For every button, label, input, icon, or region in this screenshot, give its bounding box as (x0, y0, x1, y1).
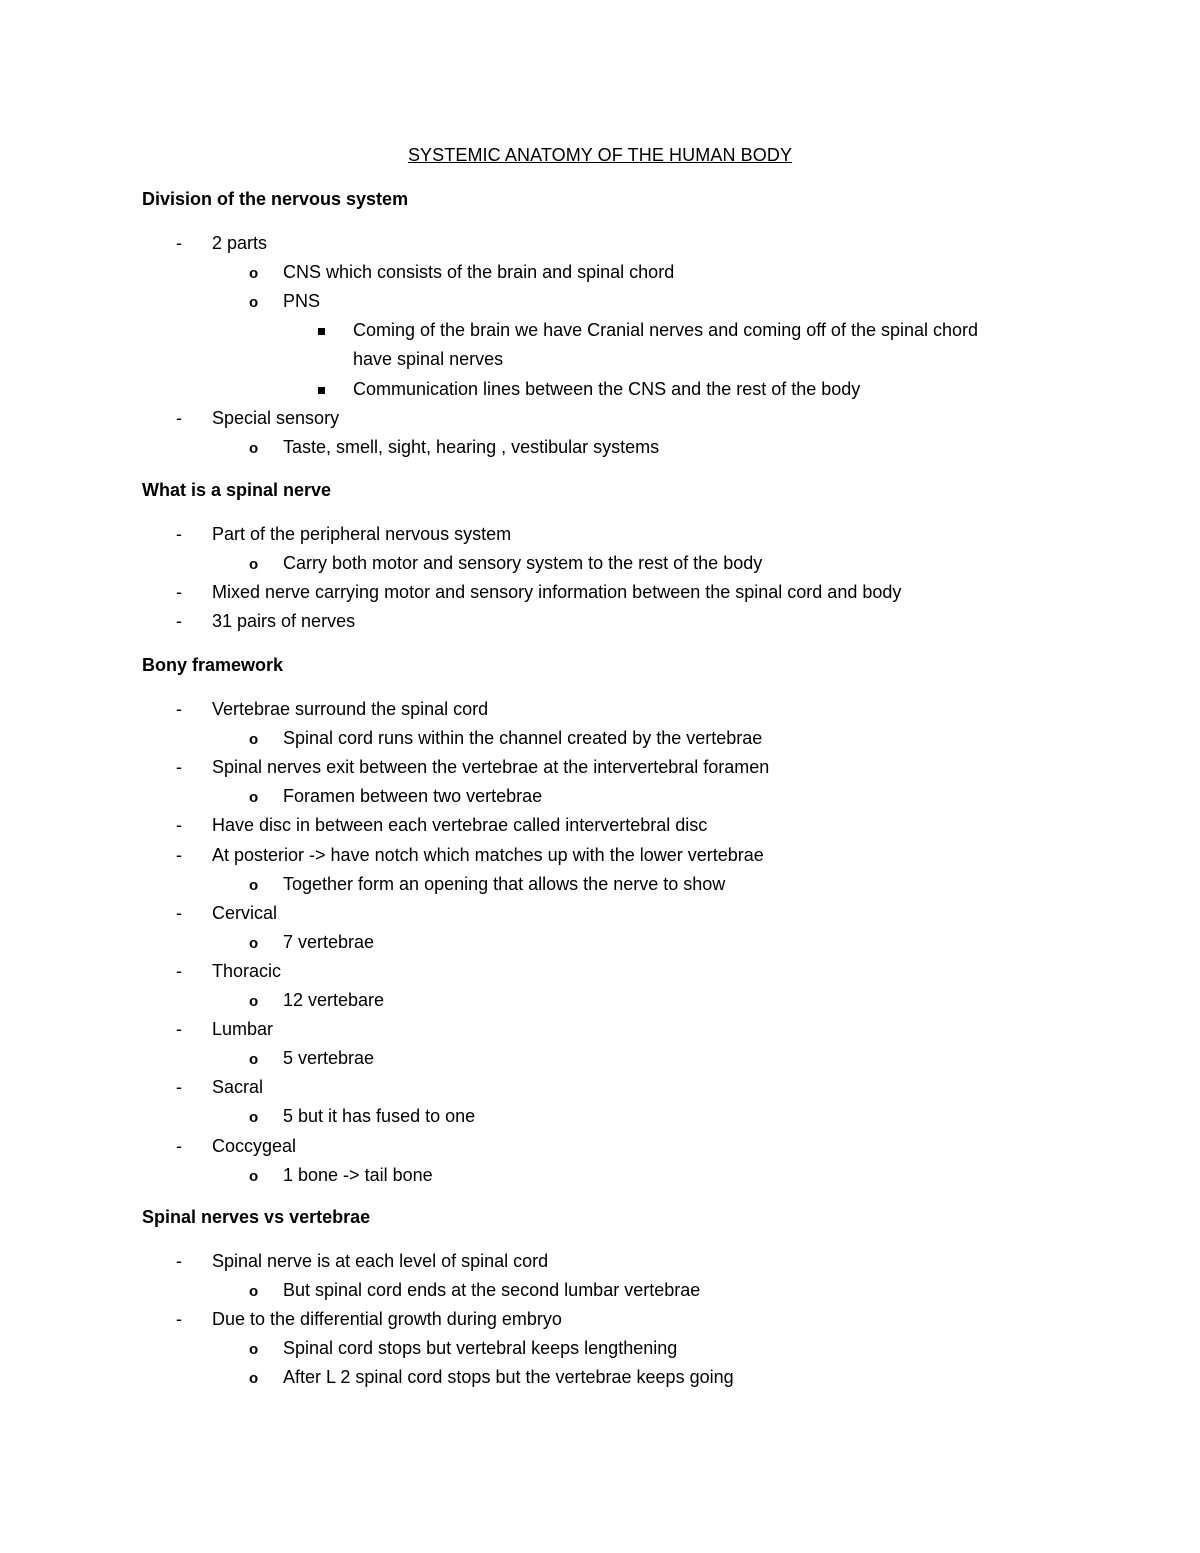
list-item: Vertebrae surround the spinal cord (212, 699, 489, 719)
circle-bullet-icon: o (249, 439, 259, 457)
list-item: Spinal nerves exit between the vertebrae at the intervertebral foramen (212, 757, 770, 778)
circle-bullet-icon: o (249, 1341, 259, 1359)
circle-bullet-icon: o (249, 556, 259, 574)
list-item: Coming of the brain we have Cranial nerves and coming off of the spinal chord (353, 320, 979, 341)
dash-bullet-icon: - (176, 960, 182, 981)
list-item: But spinal cord ends at the second lumbar vertebrae (283, 1280, 701, 1301)
list-item: Thoracic (212, 960, 282, 981)
dash-bullet-icon: - (176, 1135, 182, 1156)
dash-bullet-icon: - (176, 1019, 182, 1040)
dash-bullet-icon: - (176, 1077, 182, 1098)
list-item: At posterior -> have notch which matches up with the lower vertebrae (212, 844, 764, 865)
list-item: 1 bone -> tail bone (283, 1164, 433, 1185)
square-bullet-icon (318, 387, 325, 394)
circle-bullet-icon: o (249, 1109, 259, 1127)
dash-bullet-icon: - (176, 582, 182, 603)
dash-bullet-icon: - (176, 407, 182, 428)
list-item: Cervical (212, 902, 278, 923)
list-item: Due to the differential growth during embryo (212, 1309, 562, 1330)
list-item: Spinal nerve is at each level of spinal cord (212, 1251, 549, 1271)
list-item: Lumbar (212, 1019, 274, 1040)
circle-bullet-icon: o (249, 789, 259, 807)
list-item: Special sensory (212, 407, 340, 428)
list-item: Have disc in between each vertebrae called intervertebral disc (212, 815, 708, 836)
dash-bullet-icon: - (176, 233, 182, 253)
list-item: Spinal cord runs within the channel created by the vertebrae (283, 728, 763, 749)
list-item: Sacral (212, 1077, 264, 1098)
circle-bullet-icon: o (249, 1283, 259, 1301)
circle-bullet-icon: o (249, 1370, 259, 1388)
circle-bullet-icon: o (249, 934, 259, 952)
dash-bullet-icon: - (176, 1309, 182, 1330)
list-item: 5 but it has fused to one (283, 1106, 476, 1127)
section-heading: Bony framework (142, 655, 284, 675)
list-item: Part of the peripheral nervous system (212, 524, 512, 544)
circle-bullet-icon: o (249, 731, 259, 749)
dash-bullet-icon: - (176, 844, 182, 865)
dash-bullet-icon: - (176, 815, 182, 836)
dash-bullet-icon: - (176, 1251, 182, 1271)
section-heading: Spinal nerves vs vertebrae (142, 1207, 371, 1227)
circle-bullet-icon: o (249, 265, 259, 283)
circle-bullet-icon: o (249, 1051, 259, 1069)
list-item: Carry both motor and sensory system to the rest of the body (283, 553, 763, 574)
dash-bullet-icon: - (176, 757, 182, 778)
circle-bullet-icon: o (249, 1167, 259, 1185)
list-item: Taste, smell, sight, hearing , vestibular systems (283, 436, 660, 457)
list-item: CNS which consists of the brain and spinal chord (283, 262, 675, 283)
circle-bullet-icon: o (249, 294, 259, 312)
list-item: Foramen between two vertebrae (283, 786, 543, 807)
list-item: Mixed nerve carrying motor and sensory information between the spinal cord and body (212, 582, 902, 603)
circle-bullet-icon: o (249, 876, 259, 894)
list-item: 12 vertebare (283, 990, 385, 1010)
document-title: SYSTEMIC ANATOMY OF THE HUMAN BODY (407, 145, 793, 165)
dash-bullet-icon: - (176, 699, 182, 719)
section-heading: What is a spinal nerve (142, 480, 332, 500)
list-item: After L 2 spinal cord stops but the vertebrae keeps going (283, 1367, 734, 1388)
list-item: PNS (283, 291, 321, 312)
list-item: Communication lines between the CNS and the rest of the body (353, 378, 861, 399)
dash-bullet-icon: - (176, 611, 182, 632)
dash-bullet-icon: - (176, 524, 182, 544)
dash-bullet-icon: - (176, 902, 182, 923)
list-item: 31 pairs of nerves (212, 611, 356, 632)
list-item: have spinal nerves (353, 349, 504, 370)
list-item: Spinal cord stops but vertebral keeps lengthening (283, 1338, 678, 1359)
square-bullet-icon (318, 328, 325, 335)
section-heading: Division of the nervous system (142, 189, 409, 209)
list-item: 5 vertebrae (283, 1048, 375, 1069)
list-item: Coccygeal (212, 1135, 297, 1156)
list-item: 2 parts (212, 233, 268, 253)
list-item: Together form an opening that allows the nerve to show (283, 873, 726, 894)
circle-bullet-icon: o (249, 993, 259, 1010)
list-item: 7 vertebrae (283, 931, 375, 952)
